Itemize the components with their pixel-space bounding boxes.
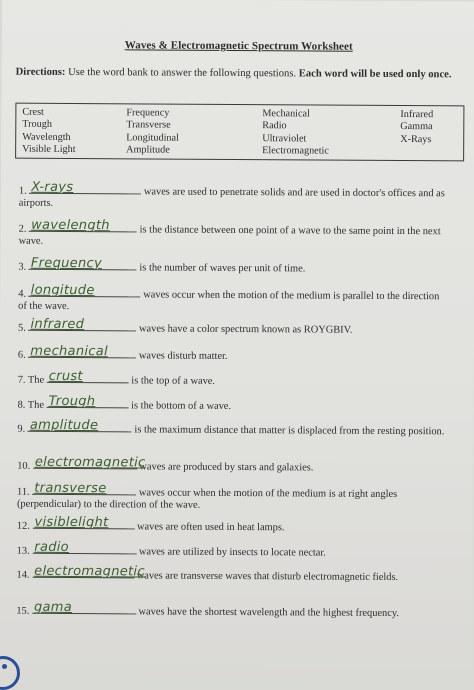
question-text: waves have the shortest wavelength and the highest frequency. bbox=[136, 606, 399, 619]
word-bank-word: Amplitude bbox=[126, 144, 179, 157]
handwritten-answer: Frequency bbox=[31, 257, 102, 269]
word-bank-word: Wavelength bbox=[22, 131, 76, 144]
word-bank-word: Visible Light bbox=[22, 144, 76, 157]
handwritten-answer: crust bbox=[49, 370, 83, 382]
question-text: waves are often used in heat lamps. bbox=[134, 521, 284, 533]
directions-text: Use the word bank to answer the following questions. bbox=[65, 67, 298, 79]
question-text: waves are used to penetrate solids and are used in doctor's offices and as airports. bbox=[19, 186, 445, 208]
word-bank-word: Mechanical bbox=[262, 108, 329, 121]
question-number: 1. bbox=[19, 186, 27, 197]
question-5 bbox=[18, 319, 446, 337]
question-15 bbox=[16, 602, 444, 620]
answer-field-9[interactable] bbox=[28, 420, 132, 433]
handwritten-answer: radio bbox=[34, 541, 69, 553]
question-number: 8. bbox=[18, 400, 26, 411]
answer-field-14[interactable] bbox=[32, 566, 134, 579]
directions-label: Directions: bbox=[16, 67, 66, 78]
answer-field-8[interactable] bbox=[47, 396, 129, 409]
handwritten-answer: transverse bbox=[34, 482, 106, 494]
question-3 bbox=[18, 258, 446, 276]
handwritten-answer: amplitude bbox=[30, 419, 98, 431]
question-9 bbox=[17, 420, 445, 438]
word-bank-word: Gamma bbox=[400, 121, 433, 133]
word-bank-word: Radio bbox=[262, 120, 329, 133]
word-bank-column-2 bbox=[126, 107, 179, 157]
handwritten-answer: electromagnetic bbox=[35, 456, 146, 468]
word-bank-word: Infrared bbox=[400, 109, 433, 121]
question-number: 6. bbox=[18, 350, 26, 361]
question-number: 11. bbox=[17, 487, 30, 498]
question-number: 13. bbox=[17, 546, 30, 557]
question-text: is the top of a wave. bbox=[129, 375, 215, 387]
answer-field-3[interactable] bbox=[29, 258, 137, 271]
question-number: 14. bbox=[17, 570, 30, 581]
question-4 bbox=[18, 285, 446, 315]
question-text: waves disturb matter. bbox=[136, 350, 227, 362]
question-text: waves have a color spectrum known as ROYGBIV. bbox=[136, 323, 352, 335]
question-number: 10. bbox=[17, 461, 30, 472]
question-text: is the distance between one point of a wave to the same point in the next wave. bbox=[19, 224, 441, 246]
question-text: waves are utilized by insects to locate nectar. bbox=[136, 546, 326, 558]
word-bank-word: Electromagnetic bbox=[262, 145, 329, 158]
question-number: 12. bbox=[17, 521, 30, 532]
handwritten-answer: visiblelight bbox=[34, 516, 108, 528]
handwritten-answer: gama bbox=[34, 601, 72, 613]
answer-field-11[interactable] bbox=[32, 483, 136, 496]
question-number: 2. bbox=[19, 224, 27, 235]
word-bank-word: Crest bbox=[22, 107, 76, 120]
question-text: is the maximum distance that matter is displaced from the resting position. bbox=[132, 424, 445, 437]
word-bank-word: Transverse bbox=[126, 120, 179, 133]
question-1 bbox=[19, 182, 447, 212]
question-13 bbox=[17, 542, 445, 560]
question-12 bbox=[17, 517, 445, 535]
answer-field-13[interactable] bbox=[32, 542, 136, 555]
question-prefix: The bbox=[26, 375, 45, 386]
question-number: 9. bbox=[17, 424, 25, 435]
question-text: is the number of waves per unit of time. bbox=[137, 262, 306, 274]
word-bank-word: Frequency bbox=[126, 107, 179, 120]
question-text: waves are produced by stars and galaxies. bbox=[137, 461, 314, 473]
handwritten-answer: infrared bbox=[30, 318, 84, 330]
question-text: waves occur when the motion of the medium is at right angles (perpendicular) to the direction of the wave. bbox=[17, 487, 397, 510]
handwritten-answer: wavelength bbox=[31, 219, 110, 231]
word-bank-column-3 bbox=[262, 108, 329, 158]
question-14 bbox=[17, 566, 445, 584]
question-8 bbox=[18, 396, 446, 414]
word-bank-word: X-Rays bbox=[400, 134, 433, 146]
word-bank bbox=[15, 103, 464, 162]
binder-dot-icon bbox=[2, 664, 7, 669]
answer-field-15[interactable] bbox=[32, 602, 136, 615]
question-number: 7. bbox=[18, 375, 26, 386]
worksheet-title: Waves & Electromagnetic Spectrum Worksheet bbox=[2, 39, 474, 54]
answer-field-10[interactable] bbox=[33, 457, 137, 470]
handwritten-answer: longitude bbox=[31, 284, 95, 296]
question-prefix: The bbox=[25, 400, 44, 411]
question-11 bbox=[17, 483, 445, 513]
handwritten-answer: X-rays bbox=[31, 181, 73, 193]
answer-field-2[interactable] bbox=[29, 220, 137, 233]
handwritten-answer: Trough bbox=[49, 395, 96, 407]
answer-field-4[interactable] bbox=[29, 285, 141, 298]
word-bank-column-1 bbox=[22, 107, 76, 157]
directions bbox=[16, 67, 466, 82]
question-number: 4. bbox=[18, 289, 26, 300]
question-text: waves occur when the motion of the medium is parallel to the direction of the wave. bbox=[18, 289, 439, 311]
directions-emphasis: Each word will be used only once. bbox=[299, 68, 452, 80]
answer-field-7[interactable] bbox=[47, 371, 129, 384]
question-6 bbox=[18, 346, 446, 364]
answer-field-1[interactable] bbox=[29, 182, 141, 195]
handwritten-answer: electromagnetic bbox=[34, 565, 145, 577]
question-7 bbox=[18, 371, 446, 389]
handwritten-answer: mechanical bbox=[30, 345, 108, 357]
word-bank-word: Longitudinal bbox=[126, 132, 179, 145]
word-bank-word: Ultraviolet bbox=[262, 133, 329, 146]
question-10 bbox=[17, 457, 445, 475]
word-bank-column-4 bbox=[400, 109, 433, 146]
answer-field-12[interactable] bbox=[32, 517, 134, 530]
question-2 bbox=[19, 220, 447, 250]
question-number: 15. bbox=[16, 606, 29, 617]
answer-field-5[interactable] bbox=[28, 319, 136, 332]
answer-field-6[interactable] bbox=[28, 346, 136, 359]
question-text: is the bottom of a wave. bbox=[129, 400, 232, 412]
question-text: waves are transverse waves that disturb electromagnetic fields. bbox=[134, 570, 398, 583]
question-number: 5. bbox=[18, 323, 26, 334]
question-number: 3. bbox=[18, 262, 26, 273]
word-bank-word: Trough bbox=[22, 119, 76, 132]
